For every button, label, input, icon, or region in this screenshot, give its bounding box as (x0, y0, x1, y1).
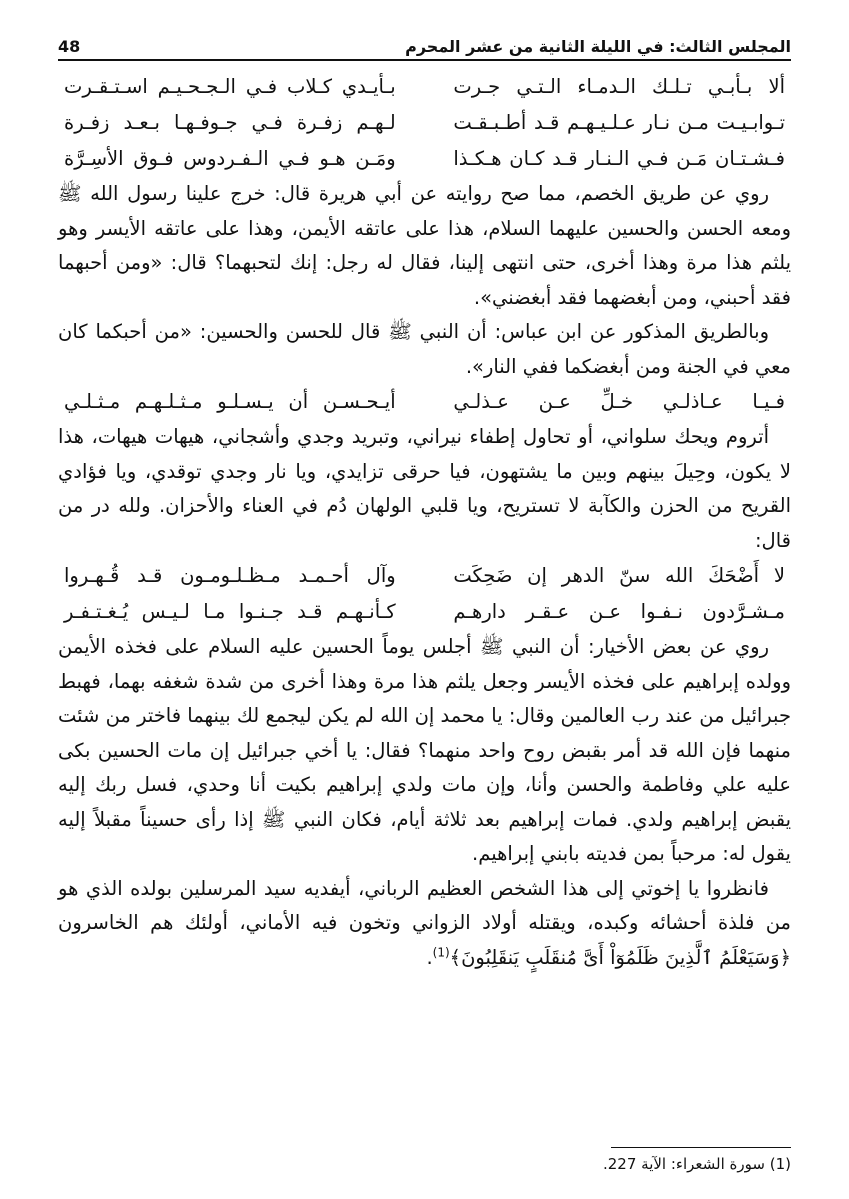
page-header (58, 26, 791, 61)
running-title: المجلس الثالث: في الليلة الثانية من عشر المحرم (405, 37, 791, 56)
footnote-divider (611, 1147, 791, 1148)
conclusion-text: فانظروا يا إخوتي إلى هذا الشخص العظيم الرباني، أيفديه سيد المرسلين بولده الذي هو من فلذة أحشائه وكبده، ويقتله أولاد الزواني وتخون فيه الأماني، أولئك هم الخاسرون ﴿وَسَيَعْلَمُ ٱلَّذِينَ ظَلَمُوٓاْ أَىَّ مُنقَلَبٍ يَنقَلِبُونَ﴾ (58, 876, 791, 969)
verse-second-hemistich: ومَـن هـو فـي الـفـردوس فـوق الأسِـرَّة (64, 147, 396, 170)
verse-first-hemistich: ألا بـأبـي تـلـك الـدمـاء الـتـي جـرت (453, 75, 785, 98)
verse-second-hemistich: كـأنـهـم قـد جـنـوا مـا لـيـس يُـغـتـفـر (64, 600, 396, 623)
paragraph-lament: أتروم ويحك سلواني، أو تحاول إطفاء نيراني، وتبريد وجدي وأشجاني، هيهات هيهات، هذا لا يكون، وحِيلَ بينهم وبين ما يشتهون، فيا حرقى تزايدي، ويا نار وجدي توقدي، ويا فؤادي القريح من الحزن والكآبة لا تستريح، ويا قلبي الولهان دُم في العناء والأحزان. ولله در من قال: (58, 425, 791, 552)
verse-first-hemistich: فـيـا عـاذلـي خـلِّ عـن عـذلـي (453, 390, 785, 413)
verse-line (58, 141, 791, 177)
verse-first-hemistich: فـشـتـان مَـن فـي الـنـار قـد كـان هـكـذا (453, 147, 785, 170)
verse-second-hemistich: بـأيـدي كـلاب فـي الـجـحـيـم اسـتـقـرت (64, 75, 396, 98)
verse-line (58, 384, 791, 420)
paragraph-conclusion (58, 872, 791, 976)
verse-line (58, 105, 791, 141)
paragraph-ibn-abbas: وبالطريق المذكور عن ابن عباس: أن النبي ﷺ قال للحسن والحسين: «من أحبكما كان معي في الجنة ومن أبغضكما ففي النار». (58, 320, 791, 378)
page-number: 48 (58, 37, 81, 56)
footnote: (1) سورة الشعراء: الآية 227. (602, 1155, 791, 1173)
verse-second-hemistich: لـهـم زفـرة فـي جـوفـهـا بـعـد زفـرة (64, 111, 396, 134)
verse-line (58, 69, 791, 105)
verse-line (58, 594, 791, 630)
conclusion-end: . (426, 945, 433, 969)
paragraph-ibrahim-story: روي عن بعض الأخيار: أن النبي ﷺ أجلس يوماً الحسين عليه السلام على فخذه الأيمن وولده إبراهيم على فخذه الأيسر وجعل يلثم هذا مرة وهذا أخرى من شدة شغفه بهما، فهبط جبرائيل من عند رب العالمين وقال: يا محمد إن الله لم يكن ليجمع لك بينهما فاختر من شئت منهما فإن الله قد أمر بقبض روح واحد منهما؟ فقال: يا أخي جبرائيل إن مات الحسين بكى عليه علي وفاطمة والحسن وأنا، وإن مات ولدي إبراهيم بكيت أنا وحدي، فسل ربك إليه يقبض إبراهيم ولدي. فمات إبراهيم بعد ثلاثة أيام، فكان النبي ﷺ إذا رأى حسيناً مقبلاً إليه يقول له: مرحباً بمن فديته بابني إبراهيم. (58, 635, 791, 865)
verse-second-hemistich: أيـحـسـن أن يـسـلـو مـثـلـهـم مـثـلـي (64, 390, 396, 413)
verse-first-hemistich: لا أَضْحَكَ الله سنّ الدهر إن ضَحِكَت (453, 564, 785, 587)
verse-line (58, 558, 791, 594)
footnote-reference: (1) (432, 945, 450, 959)
verse-first-hemistich: تـوابـيـت مـن نـار عـلـيـهـم قـد أطـبـقـت (453, 111, 785, 134)
verse-second-hemistich: وآل أحـمـد مـظـلـومـون قـد قُـهـروا (64, 564, 396, 587)
verse-first-hemistich: مـشـرَّدون نـفـوا عـن عـقـر دارهـم (453, 600, 785, 623)
paragraph-abu-hurayra: روي عن طريق الخصم، مما صح روايته عن أبي هريرة قال: خرج علينا رسول الله ﷺ ومعه الحسن والحسين عليهما السلام، هذا على عاتقه الأيمن، وهذا على عاتقه الأيسر وهو يلثم هذا مرة وهذا أخرى، حتى انتهى إلينا، فقال له رجل: إنك لتحبهما؟ قال: «ومن أحبهما فقد أحبني، ومن أبغضهما فقد أبغضني». (58, 182, 791, 309)
page-body (58, 69, 791, 975)
